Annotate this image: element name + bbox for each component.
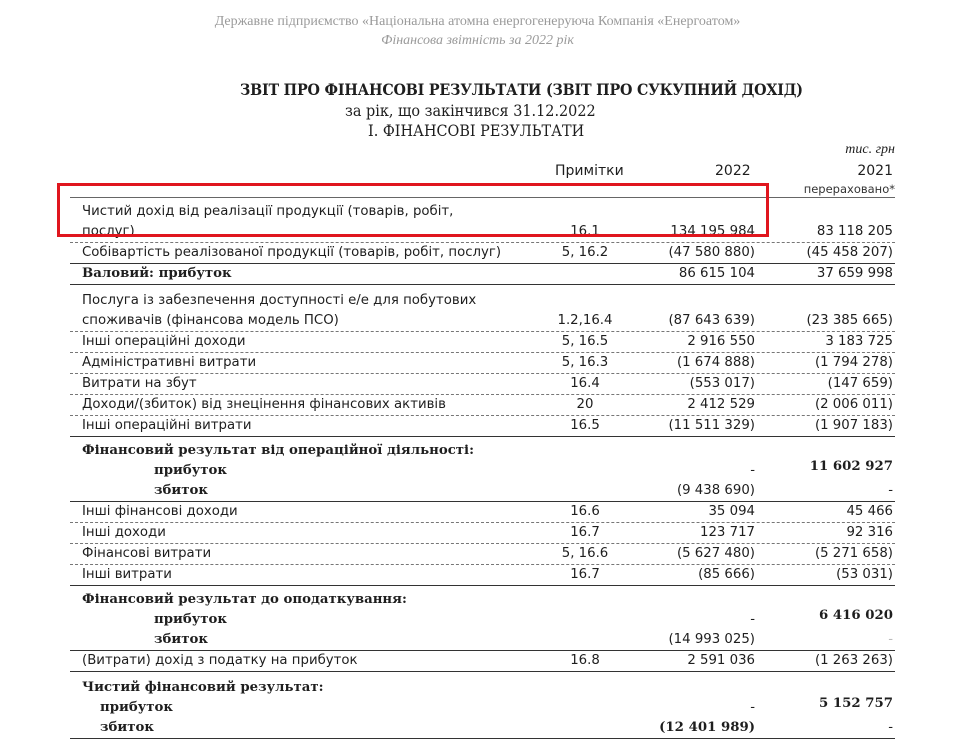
row-notes: 16.1 <box>570 224 600 239</box>
row-value-2022: (85 666) <box>698 567 755 582</box>
row-value-2022: 123 717 <box>700 525 755 540</box>
row-value-2022: 2 916 550 <box>687 334 755 349</box>
table-row-other-operating-expenses <box>70 416 895 437</box>
row-label: Інші операційні доходи <box>82 334 246 349</box>
row-value-2022: 35 094 <box>708 504 755 519</box>
units-label: тис. грн <box>845 142 895 157</box>
statement-subtitle: за рік, що закінчився 31.12.2022 <box>345 101 596 120</box>
table-row-cost-of-sales <box>70 243 895 264</box>
profit-label: прибуток <box>154 463 227 478</box>
loss-value-2022: (14 993 025) <box>668 632 755 647</box>
row-value-2022: (5 627 480) <box>676 546 755 561</box>
loss-label: збиток <box>154 483 208 498</box>
row-label: Чистий дохід від реалізації продукції (товарів, робіт, <box>82 204 454 219</box>
loss-value-2021: - <box>888 632 893 647</box>
row-value-2021: (1 263 263) <box>814 653 893 668</box>
profit-value-2022: - <box>750 612 755 627</box>
table-row-operating-result <box>70 437 895 502</box>
loss-value-2022: (9 438 690) <box>676 483 755 498</box>
row-value-2021: (2 006 011) <box>814 397 893 412</box>
loss-label: збиток <box>154 632 208 647</box>
row-notes: 1.2,16.4 <box>557 313 613 328</box>
row-value-2022: (47 580 880) <box>668 245 755 260</box>
row-value-2021: (53 031) <box>836 567 893 582</box>
table-row-gross-profit <box>70 264 895 285</box>
row-value-2022: (87 643 639) <box>668 313 755 328</box>
loss-label: збиток <box>100 720 154 735</box>
column-header-2022: 2022 <box>715 163 751 179</box>
company-header: Державне підприємство «Національна атомна енергогенеруюча Компанія «Енергоатом» <box>214 14 741 29</box>
row-value-2021: 45 466 <box>846 504 893 519</box>
row-value-2022: 2 591 036 <box>687 653 755 668</box>
row-label: Інші операційні витрати <box>82 418 252 433</box>
highlight-box-net-revenue <box>57 183 769 237</box>
table-row-other-operating-income <box>70 332 895 353</box>
table-row-selling-expenses <box>70 374 895 395</box>
profit-value-2022: - <box>750 700 755 715</box>
table-row-other-income <box>70 523 895 544</box>
report-period-header: Фінансова звітність за 2022 рік <box>381 33 574 48</box>
loss-value-2022: (12 401 989) <box>659 720 755 735</box>
profit-value-2021: 5 152 757 <box>818 696 893 711</box>
profit-value-2021: 6 416 020 <box>818 608 893 623</box>
row-label: Собівартість реалізованої продукції (товарів, робіт, послуг) <box>82 245 502 260</box>
row-label-cont: споживачів (фінансова модель ПСО) <box>82 313 339 328</box>
table-row-admin-expenses <box>70 353 895 374</box>
row-label: Валовий: прибуток <box>82 266 232 281</box>
row-label: Фінансові витрати <box>82 546 212 561</box>
restated-note: перераховано* <box>803 182 895 196</box>
section-title: І. ФІНАНСОВІ РЕЗУЛЬТАТИ <box>368 121 585 140</box>
column-header-notes: Примітки <box>555 163 624 179</box>
profit-value-2022: - <box>750 463 755 478</box>
row-notes: 20 <box>576 397 594 412</box>
row-notes: 5, 16.6 <box>561 546 609 561</box>
row-value-2021: (45 458 207) <box>806 245 893 260</box>
row-value-2022: (1 674 888) <box>676 355 755 370</box>
row-label: Витрати на збут <box>82 376 197 391</box>
loss-value-2021: - <box>888 483 893 498</box>
row-value-2021: 83 118 205 <box>816 224 893 239</box>
table-row-finance-costs <box>70 544 895 565</box>
row-label: Інші доходи <box>82 525 166 540</box>
row-value-2022: (553 017) <box>689 376 755 391</box>
table-row-pso-service <box>70 285 895 332</box>
row-notes: 5, 16.5 <box>561 334 609 349</box>
table-row-other-finance-income <box>70 502 895 523</box>
row-value-2021: 92 316 <box>846 525 893 540</box>
row-label: Фінансовий результат від операційної діяльності: <box>82 443 474 458</box>
row-notes: 16.7 <box>570 525 600 540</box>
financial-results-table <box>70 195 895 739</box>
row-notes: 16.7 <box>570 567 600 582</box>
statement-title: ЗВІТ ПРО ФІНАНСОВІ РЕЗУЛЬТАТИ (ЗВІТ ПРО СУКУПНИЙ ДОХІД) <box>240 80 803 99</box>
row-label: Доходи/(збиток) від знецінення фінансових активів <box>82 397 446 412</box>
row-value-2022: 86 615 104 <box>678 266 755 281</box>
loss-value-2021: - <box>888 720 893 735</box>
row-notes: 5, 16.2 <box>561 245 609 260</box>
row-value-2021: (23 385 665) <box>806 313 893 328</box>
row-value-2021: 3 183 725 <box>825 334 893 349</box>
table-row-income-tax <box>70 651 895 672</box>
row-value-2021: (147 659) <box>827 376 893 391</box>
profit-value-2021: 11 602 927 <box>809 459 893 474</box>
table-row-pretax-result <box>70 586 895 651</box>
table-row-impairment <box>70 395 895 416</box>
row-label: Чистий фінансовий результат: <box>82 680 324 695</box>
row-value-2022: 2 412 529 <box>687 397 755 412</box>
row-notes: 16.6 <box>570 504 600 519</box>
row-label: Послуга із забезпечення доступності е/е для побутових <box>82 293 477 308</box>
row-value-2021: (1 794 278) <box>814 355 893 370</box>
row-value-2022: 134 195 984 <box>670 224 755 239</box>
table-row-other-expenses <box>70 565 895 586</box>
column-header-2021: 2021 <box>857 163 893 179</box>
row-value-2021: (1 907 183) <box>814 418 893 433</box>
row-notes: 16.5 <box>570 418 600 433</box>
profit-label: прибуток <box>154 612 227 627</box>
row-value-2021: 37 659 998 <box>816 266 893 281</box>
row-label: Фінансовий результат до оподаткування: <box>82 592 407 607</box>
row-label: (Витрати) дохід з податку на прибуток <box>82 653 358 668</box>
profit-label: прибуток <box>100 700 173 715</box>
row-notes: 16.4 <box>570 376 600 391</box>
row-value-2021: (5 271 658) <box>814 546 893 561</box>
row-value-2022: (11 511 329) <box>668 418 755 433</box>
row-label: Інші витрати <box>82 567 172 582</box>
row-notes: 16.8 <box>570 653 600 668</box>
row-label: Інші фінансові доходи <box>82 504 238 519</box>
row-notes: 5, 16.3 <box>561 355 609 370</box>
row-label-cont: послуг) <box>82 224 135 239</box>
row-label: Адміністративні витрати <box>82 355 257 370</box>
table-row-net-result <box>70 672 895 739</box>
